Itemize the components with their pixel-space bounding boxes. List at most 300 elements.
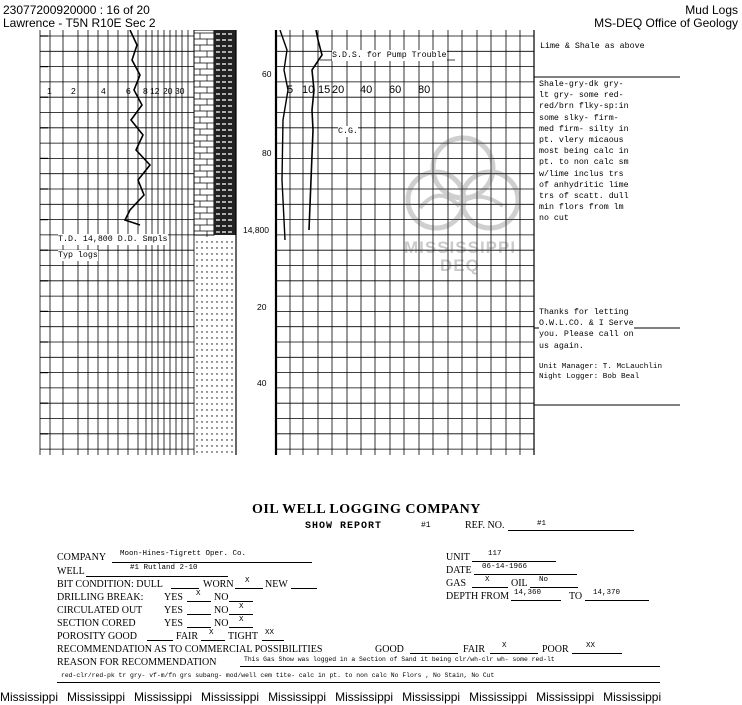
sand-dot bbox=[196, 391, 197, 392]
sand-dot bbox=[201, 343, 202, 344]
footer-word: Mississippi bbox=[536, 690, 595, 704]
sand-dot bbox=[201, 427, 202, 428]
sand-dot bbox=[211, 343, 212, 344]
company-label: COMPANY bbox=[57, 552, 107, 563]
depth-label-40: 40 bbox=[257, 378, 267, 388]
sand-dot bbox=[211, 403, 212, 404]
annotation-cg: C.G. bbox=[338, 127, 358, 136]
sand-dot bbox=[216, 403, 217, 404]
new-line bbox=[291, 588, 317, 589]
sand-dot bbox=[226, 361, 227, 362]
sand-dot bbox=[206, 421, 207, 422]
sand-dot bbox=[216, 385, 217, 386]
sand-dot bbox=[201, 433, 202, 434]
sand-dot bbox=[211, 409, 212, 410]
report-number: #1 bbox=[421, 521, 431, 530]
sand-dot bbox=[196, 277, 197, 278]
sand-dot bbox=[201, 451, 202, 452]
left-scale-2: 2 bbox=[71, 86, 76, 96]
sand-dot bbox=[196, 313, 197, 314]
unit-line bbox=[472, 561, 556, 562]
sand-dot bbox=[206, 355, 207, 356]
sand-dot bbox=[201, 445, 202, 446]
sand-dot bbox=[221, 295, 222, 296]
sand-dot bbox=[211, 451, 212, 452]
sand-dot bbox=[201, 439, 202, 440]
document-location: Lawrence - T5N R10E Sec 2 bbox=[3, 16, 156, 30]
sand-dot bbox=[231, 385, 232, 386]
sand-dot bbox=[216, 319, 217, 320]
sand-dot bbox=[211, 295, 212, 296]
sand-dot bbox=[216, 307, 217, 308]
sand-dot bbox=[216, 433, 217, 434]
sand-dot bbox=[201, 355, 202, 356]
sand-dot bbox=[196, 433, 197, 434]
sand-dot bbox=[201, 241, 202, 242]
sand-dot bbox=[211, 277, 212, 278]
well-label: WELL bbox=[57, 566, 85, 577]
sand-dot bbox=[221, 253, 222, 254]
sand-dot bbox=[216, 361, 217, 362]
sand-dot bbox=[216, 421, 217, 422]
recommendation-fair-value: X bbox=[502, 642, 507, 650]
footer-word: Mississippi bbox=[469, 690, 528, 704]
sand-dot bbox=[231, 373, 232, 374]
depth-to-value: 14,370 bbox=[593, 589, 621, 597]
new-label: NEW bbox=[265, 579, 288, 590]
sand-dot bbox=[231, 415, 232, 416]
porosity-fair-label: FAIR bbox=[176, 631, 199, 642]
sand-dot bbox=[226, 313, 227, 314]
sand-dot bbox=[216, 247, 217, 248]
sand-dot bbox=[221, 271, 222, 272]
sand-dot bbox=[206, 397, 207, 398]
sand-dot bbox=[216, 283, 217, 284]
circulated-out-no-value: X bbox=[239, 603, 244, 611]
sand-dot bbox=[226, 409, 227, 410]
sand-dot bbox=[231, 451, 232, 452]
sand-dot bbox=[231, 295, 232, 296]
drilling-break-no-line bbox=[229, 601, 253, 602]
left-scale-30: 30 bbox=[175, 86, 185, 96]
section-cored-no-line bbox=[229, 627, 253, 628]
sand-dot bbox=[196, 271, 197, 272]
sand-dot bbox=[221, 391, 222, 392]
sand-dot bbox=[196, 337, 197, 338]
sand-dot bbox=[221, 433, 222, 434]
sand-dot bbox=[216, 301, 217, 302]
sand-dot bbox=[196, 451, 197, 452]
sand-dot bbox=[231, 427, 232, 428]
sand-dot bbox=[211, 253, 212, 254]
circulated-out-yes-label: YES bbox=[164, 605, 183, 616]
sand-dot bbox=[196, 241, 197, 242]
sand-dot bbox=[206, 259, 207, 260]
porosity-tight-label: TIGHT bbox=[228, 631, 258, 642]
sand-dot bbox=[226, 325, 227, 326]
sand-dot bbox=[221, 355, 222, 356]
sand-dot bbox=[206, 325, 207, 326]
sand-dot bbox=[221, 313, 222, 314]
sand-dot bbox=[196, 301, 197, 302]
recommendation-good-line bbox=[410, 653, 458, 654]
sand-dot bbox=[221, 319, 222, 320]
sand-dot bbox=[231, 271, 232, 272]
sand-dot bbox=[231, 247, 232, 248]
sand-dot bbox=[206, 253, 207, 254]
sand-dot bbox=[211, 247, 212, 248]
worn-line bbox=[235, 588, 263, 589]
document-agency: MS-DEQ Office of Geology bbox=[594, 16, 738, 30]
sand-dot bbox=[231, 445, 232, 446]
sand-dot bbox=[221, 283, 222, 284]
sand-dot bbox=[231, 379, 232, 380]
sand-dot bbox=[211, 427, 212, 428]
porosity-fair-line bbox=[201, 640, 225, 641]
sand-dot bbox=[221, 415, 222, 416]
gas-scale-60: 60 bbox=[389, 84, 402, 96]
sand-dot bbox=[206, 409, 207, 410]
sand-dot bbox=[216, 445, 217, 446]
sand-dot bbox=[221, 343, 222, 344]
sand-dot bbox=[216, 409, 217, 410]
sand-dot bbox=[196, 253, 197, 254]
sand-dot bbox=[201, 259, 202, 260]
sand-dot bbox=[226, 331, 227, 332]
sand-dot bbox=[226, 265, 227, 266]
sand-dot bbox=[216, 289, 217, 290]
depth-from-line bbox=[511, 600, 561, 601]
sand-dot bbox=[216, 397, 217, 398]
sand-dot bbox=[216, 277, 217, 278]
sand-dot bbox=[226, 403, 227, 404]
sand-dot bbox=[216, 343, 217, 344]
gas-line bbox=[472, 587, 508, 588]
sand-dot bbox=[206, 379, 207, 380]
recommendation-fair-line bbox=[490, 653, 538, 654]
sand-dot bbox=[211, 391, 212, 392]
sand-dot bbox=[201, 271, 202, 272]
sand-dot bbox=[216, 325, 217, 326]
dull-line bbox=[171, 588, 199, 589]
oil-label: OIL bbox=[511, 578, 528, 589]
porosity-good-line bbox=[147, 640, 173, 641]
footer-word: Mississippi bbox=[67, 690, 126, 704]
section-cored-yes-line bbox=[187, 627, 211, 628]
sand-dot bbox=[221, 337, 222, 338]
sand-dot bbox=[201, 301, 202, 302]
sand-dot bbox=[211, 331, 212, 332]
lithology-limestone-column bbox=[194, 30, 214, 235]
sand-dot bbox=[196, 265, 197, 266]
sand-dot bbox=[216, 415, 217, 416]
sand-dot bbox=[201, 265, 202, 266]
drilling-break-yes-value: X bbox=[196, 590, 201, 598]
sand-dot bbox=[221, 265, 222, 266]
sand-dot bbox=[201, 247, 202, 248]
sand-dot bbox=[226, 421, 227, 422]
reason-value-2: red-clr/red-pk tr gry- vf-m/fn grs subang- mod/well cem tite- calc in pt. to non calc No Flors , No Stain, No Cut bbox=[61, 672, 495, 679]
recommendation-label: RECOMMENDATION AS TO COMMERCIAL POSSIBILITIES bbox=[57, 644, 323, 655]
sand-dot bbox=[211, 379, 212, 380]
sand-dot bbox=[206, 343, 207, 344]
sand-dot bbox=[221, 403, 222, 404]
sand-dot bbox=[201, 361, 202, 362]
sand-dot bbox=[201, 283, 202, 284]
td-note-2: Typ logs bbox=[58, 251, 98, 260]
sand-dot bbox=[206, 433, 207, 434]
sand-dot bbox=[226, 271, 227, 272]
sand-dot bbox=[216, 349, 217, 350]
sand-dot bbox=[201, 325, 202, 326]
unit-label: UNIT bbox=[446, 552, 470, 563]
company-value: Moon-Hines-Tigrett Oper. Co. bbox=[120, 550, 247, 558]
sand-dot bbox=[196, 415, 197, 416]
sand-dot bbox=[216, 241, 217, 242]
sand-dot bbox=[221, 421, 222, 422]
sand-dot bbox=[211, 325, 212, 326]
sand-dot bbox=[221, 247, 222, 248]
sand-dot bbox=[226, 253, 227, 254]
sand-dot bbox=[196, 259, 197, 260]
sand-dot bbox=[201, 307, 202, 308]
lithology-shale-column bbox=[214, 30, 236, 235]
left-scale-6: 6 bbox=[126, 86, 131, 96]
sand-dot bbox=[231, 349, 232, 350]
sand-dot bbox=[211, 259, 212, 260]
sand-dot bbox=[221, 385, 222, 386]
left-scale-8: 8 bbox=[143, 86, 148, 96]
sand-dot bbox=[231, 319, 232, 320]
document-id: 23077200920000 : 16 of 20 bbox=[3, 3, 150, 17]
gas-value: X bbox=[485, 576, 490, 584]
sand-dot bbox=[216, 265, 217, 266]
sand-dot bbox=[206, 277, 207, 278]
sand-dot bbox=[211, 313, 212, 314]
oil-line bbox=[530, 587, 578, 588]
sand-dot bbox=[226, 277, 227, 278]
sand-dot bbox=[196, 403, 197, 404]
sand-dot bbox=[231, 433, 232, 434]
sand-dot bbox=[226, 433, 227, 434]
sand-dot bbox=[221, 277, 222, 278]
company-line bbox=[112, 562, 312, 563]
sand-dot bbox=[206, 367, 207, 368]
recommendation-poor-value: XX bbox=[586, 642, 596, 650]
sand-dot bbox=[221, 427, 222, 428]
sand-dot bbox=[216, 253, 217, 254]
sand-dot bbox=[231, 277, 232, 278]
depth-from-label: DEPTH FROM bbox=[446, 591, 510, 602]
recommendation-poor-line bbox=[572, 653, 622, 654]
oil-value: No bbox=[539, 576, 549, 584]
drilling-break-yes-label: YES bbox=[164, 592, 183, 603]
sand-dot bbox=[201, 331, 202, 332]
sand-dot bbox=[226, 367, 227, 368]
depth-label-20: 20 bbox=[257, 302, 267, 312]
circulated-out-no-label: NO bbox=[214, 605, 229, 616]
worn-value: X bbox=[245, 577, 250, 585]
sand-dot bbox=[221, 331, 222, 332]
sand-dot bbox=[206, 271, 207, 272]
sand-dot bbox=[226, 373, 227, 374]
left-scale-4: 4 bbox=[101, 86, 106, 96]
sand-dot bbox=[196, 295, 197, 296]
footer-word: Mississippi bbox=[0, 690, 59, 704]
report-title: SHOW REPORT bbox=[305, 521, 383, 532]
sand-dot bbox=[206, 349, 207, 350]
sand-dot bbox=[196, 331, 197, 332]
sand-dot bbox=[211, 301, 212, 302]
drilling-break-no-label: NO bbox=[214, 592, 229, 603]
sand-dot bbox=[211, 289, 212, 290]
bit-condition-label: BIT CONDITION: DULL bbox=[57, 579, 163, 590]
well-line bbox=[86, 576, 228, 577]
sand-dot bbox=[226, 355, 227, 356]
section-cored-no-value: X bbox=[239, 616, 244, 624]
thanks-note: Thanks for letting O.W.L.CO. & I Serve you. Please call on us again. bbox=[539, 308, 634, 351]
sand-dot bbox=[231, 439, 232, 440]
sand-dot bbox=[201, 313, 202, 314]
sand-dot bbox=[226, 385, 227, 386]
report-company-title: OIL WELL LOGGING COMPANY bbox=[252, 502, 481, 517]
sand-dot bbox=[221, 325, 222, 326]
gas-scale-80: 80 bbox=[418, 84, 431, 96]
sand-dot bbox=[201, 397, 202, 398]
porosity-tight-value: XX bbox=[265, 629, 275, 637]
sand-dot bbox=[196, 247, 197, 248]
sand-dot bbox=[206, 427, 207, 428]
sand-dot bbox=[201, 379, 202, 380]
sand-dot bbox=[216, 391, 217, 392]
sand-dot bbox=[196, 325, 197, 326]
sand-dot bbox=[226, 241, 227, 242]
sand-dot bbox=[231, 265, 232, 266]
annotation-pump-trouble: S.D.S. for Pump Trouble bbox=[332, 51, 447, 60]
footer-word: Mississippi bbox=[603, 690, 662, 704]
sand-dot bbox=[211, 385, 212, 386]
sand-dot bbox=[201, 289, 202, 290]
sand-dot bbox=[226, 301, 227, 302]
ref-no-label: REF. NO. bbox=[465, 520, 505, 531]
sand-dot bbox=[226, 349, 227, 350]
gas-scale-40: 40 bbox=[360, 84, 373, 96]
sand-dot bbox=[206, 319, 207, 320]
sand-dot bbox=[196, 349, 197, 350]
watermark-text-2: DEQ bbox=[440, 256, 480, 275]
sand-dot bbox=[211, 349, 212, 350]
sand-dot bbox=[226, 379, 227, 380]
sand-dot bbox=[206, 439, 207, 440]
sand-dot bbox=[211, 337, 212, 338]
sand-dot bbox=[201, 337, 202, 338]
sand-dot bbox=[211, 445, 212, 446]
watermark-text-1: MISSISSIPPI bbox=[404, 238, 517, 257]
reason-label: REASON FOR RECOMMENDATION bbox=[57, 657, 217, 668]
sand-dot bbox=[221, 241, 222, 242]
sand-dot bbox=[231, 301, 232, 302]
sand-dot bbox=[201, 385, 202, 386]
sand-dot bbox=[211, 307, 212, 308]
sand-dot bbox=[216, 337, 217, 338]
sand-dot bbox=[201, 253, 202, 254]
sand-dot bbox=[221, 259, 222, 260]
sand-dot bbox=[206, 307, 207, 308]
sand-dot bbox=[221, 451, 222, 452]
circulated-out-label: CIRCULATED OUT bbox=[57, 605, 143, 616]
depth-label-80: 80 bbox=[262, 148, 272, 158]
sand-dot bbox=[221, 373, 222, 374]
sand-dot bbox=[196, 373, 197, 374]
section-cored-no-label: NO bbox=[214, 618, 229, 629]
sand-dot bbox=[206, 301, 207, 302]
mississippi-deq-seal-watermark bbox=[398, 130, 528, 280]
sand-dot bbox=[206, 391, 207, 392]
logger-names: Unit Manager: T. McLauchlin Night Logger: Bob Beal bbox=[539, 363, 663, 381]
sand-dot bbox=[231, 241, 232, 242]
sand-dot bbox=[231, 283, 232, 284]
gas-scale-20: 20 bbox=[332, 84, 345, 96]
sand-dot bbox=[211, 439, 212, 440]
sand-dot bbox=[196, 355, 197, 356]
sand-dot bbox=[231, 289, 232, 290]
unit-value: 117 bbox=[488, 550, 502, 558]
ref-no-value: #1 bbox=[537, 520, 547, 528]
sand-dot bbox=[211, 361, 212, 362]
gas-label: GAS bbox=[446, 578, 467, 589]
document-type: Mud Logs bbox=[685, 3, 738, 17]
date-line bbox=[474, 574, 577, 575]
sand-dot bbox=[231, 409, 232, 410]
sand-dot bbox=[211, 415, 212, 416]
sand-dot bbox=[216, 355, 217, 356]
worn-label: WORN bbox=[203, 579, 234, 590]
reason-line-2 bbox=[57, 682, 660, 683]
sand-dot bbox=[196, 445, 197, 446]
sand-dot bbox=[231, 313, 232, 314]
porosity-tight-line bbox=[262, 640, 284, 641]
depth-label-14800: 14,800 bbox=[243, 225, 269, 235]
sand-dot bbox=[231, 367, 232, 368]
sand-dot bbox=[196, 319, 197, 320]
sand-dot bbox=[211, 433, 212, 434]
sand-dot bbox=[226, 283, 227, 284]
sand-dot bbox=[201, 319, 202, 320]
sand-dot bbox=[226, 451, 227, 452]
sand-dot bbox=[226, 295, 227, 296]
sand-dot bbox=[226, 427, 227, 428]
sand-dot bbox=[231, 397, 232, 398]
sand-dot bbox=[201, 403, 202, 404]
lithology-desc-top: Lime & Shale as above bbox=[540, 42, 645, 51]
sand-dot bbox=[221, 349, 222, 350]
sand-dot bbox=[231, 421, 232, 422]
sand-dot bbox=[231, 307, 232, 308]
section-cored-label: SECTION CORED bbox=[57, 618, 136, 629]
sand-dot bbox=[211, 421, 212, 422]
well-value: #1 Rutland 2-10 bbox=[130, 564, 198, 572]
sand-dot bbox=[206, 283, 207, 284]
sand-dot bbox=[221, 409, 222, 410]
sand-dot bbox=[226, 259, 227, 260]
lithology-desc-main: Shale-gry-dk gry- lt gry- some red- red/brn flky-sp:in some slky- firm- med firm- silty in pt. vlery micaous most being calc in pt. to non calc sm w/lime inclus trs of anhydritic lime trs of scatt. dull min flors from lm no cut bbox=[539, 80, 629, 224]
sand-dot bbox=[211, 283, 212, 284]
sand-dot bbox=[226, 247, 227, 248]
sand-dot bbox=[221, 301, 222, 302]
sand-dot bbox=[206, 385, 207, 386]
sand-dot bbox=[196, 409, 197, 410]
sand-dot bbox=[231, 355, 232, 356]
